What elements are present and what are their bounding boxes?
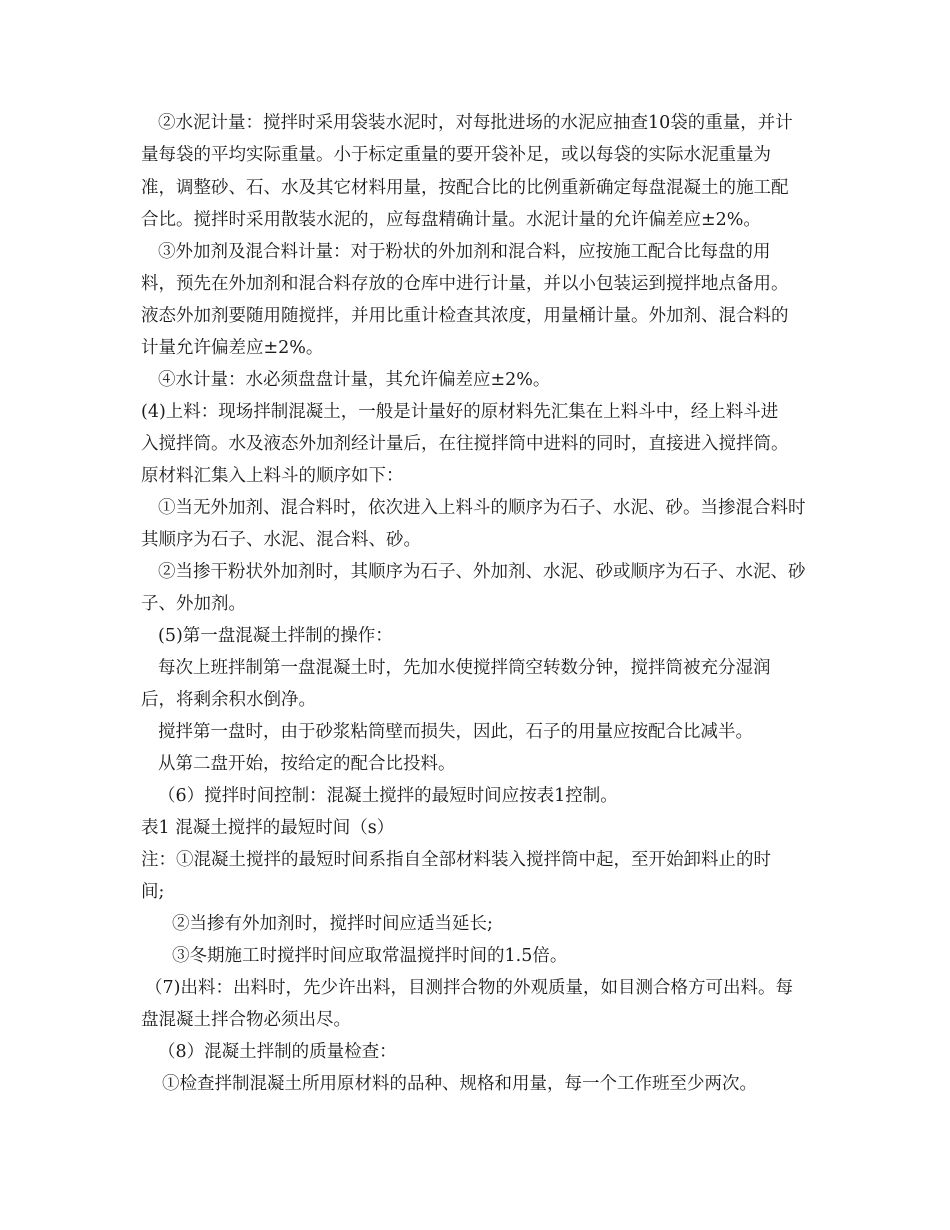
text-line: 注：①混凝土搅拌的最短时间系指自全部材料装入搅拌筒中起，至开始卸料止的时 [141, 850, 771, 870]
text-line: 从第二盘开始，按给定的配合比投料。 [158, 754, 456, 774]
text-line: 搅拌第一盘时，由于砂浆粘筒壁而损失，因此，石子的用量应按配合比减半。 [158, 722, 753, 742]
text-line: 合比。搅拌时采用散装水泥的，应每盘精确计量。水泥计量的允许偏差应±2%。 [141, 210, 761, 230]
text-line: 原材料汇集入上料斗的顺序如下： [141, 466, 404, 486]
text-line: 后，将剩余积水倒净。 [141, 690, 316, 710]
text-line: ③冬期施工时搅拌时间应取常温搅拌时间的1.5倍。 [172, 946, 568, 966]
text-line: ②当掺有外加剂时，搅拌时间应适当延长; [172, 914, 493, 934]
text-line: ②水泥计量：搅拌时采用袋装水泥时，对每批进场的水泥应抽查10袋的重量，并计 [158, 113, 793, 133]
text-line: 液态外加剂要随用随搅拌，并用比重计检查其浓度，用量桶计量。外加剂、混合料的 [141, 306, 789, 326]
text-line: 其顺序为石子、水泥、混合料、砂。 [141, 530, 421, 550]
table-caption: 表1 混凝土搅拌的最短时间（s） [141, 818, 395, 838]
text-line: 间; [141, 882, 165, 902]
text-line: （6）搅拌时间控制：混凝土搅拌的最短时间应按表1控制。 [158, 786, 618, 806]
text-line: 计量允许偏差应±2%。 [141, 338, 324, 358]
text-line: (4)上料：现场拌制混凝土，一般是计量好的原材料先汇集在上料斗中，经上料斗进 [141, 402, 779, 422]
text-line: 盘混凝土拌合物必须出尽。 [141, 1010, 351, 1030]
text-line: （8）混凝土拌制的质量检查： [158, 1042, 397, 1062]
text-line: （7)出料：出料时，先少许出料，目测拌合物的外观质量，如目测合格方可出料。每 [145, 978, 793, 998]
text-line: ①当无外加剂、混合料时，依次进入上料斗的顺序为石子、水泥、砂。当掺混合料时 [158, 498, 806, 518]
text-line: (5)第一盘混凝土拌制的操作： [158, 626, 393, 646]
text-line: 量每袋的平均实际重量。小于标定重量的要开袋补足，或以每袋的实际水泥重量为 [141, 145, 771, 165]
text-line: ④水计量：水必须盘盘计量，其允许偏差应±2%。 [158, 370, 551, 390]
text-line: ①检查拌制混凝土所用原材料的品种、规格和用量，每一个工作班至少两次。 [162, 1074, 757, 1094]
text-line: 准，调整砂、石、水及其它材料用量，按配合比的比例重新确定每盘混凝土的施工配 [141, 178, 789, 198]
text-line: ②当掺干粉状外加剂时，其顺序为石子、外加剂、水泥、砂或顺序为石子、水泥、砂 [158, 562, 806, 582]
text-line: 子、外加剂。 [141, 594, 246, 614]
text-line: 入搅拌筒。水及液态外加剂经计量后，在往搅拌筒中进料的同时，直接进入搅拌筒。 [141, 434, 789, 454]
text-line: ③外加剂及混合料计量：对于粉状的外加剂和混合料，应按施工配合比每盘的用 [158, 242, 771, 262]
text-line: 每次上班拌制第一盘混凝土时，先加水使搅拌筒空转数分钟，搅拌筒被充分湿润 [158, 658, 771, 678]
text-line: 料，预先在外加剂和混合料存放的仓库中进行计量，并以小包装运到搅拌地点备用。 [141, 274, 789, 294]
